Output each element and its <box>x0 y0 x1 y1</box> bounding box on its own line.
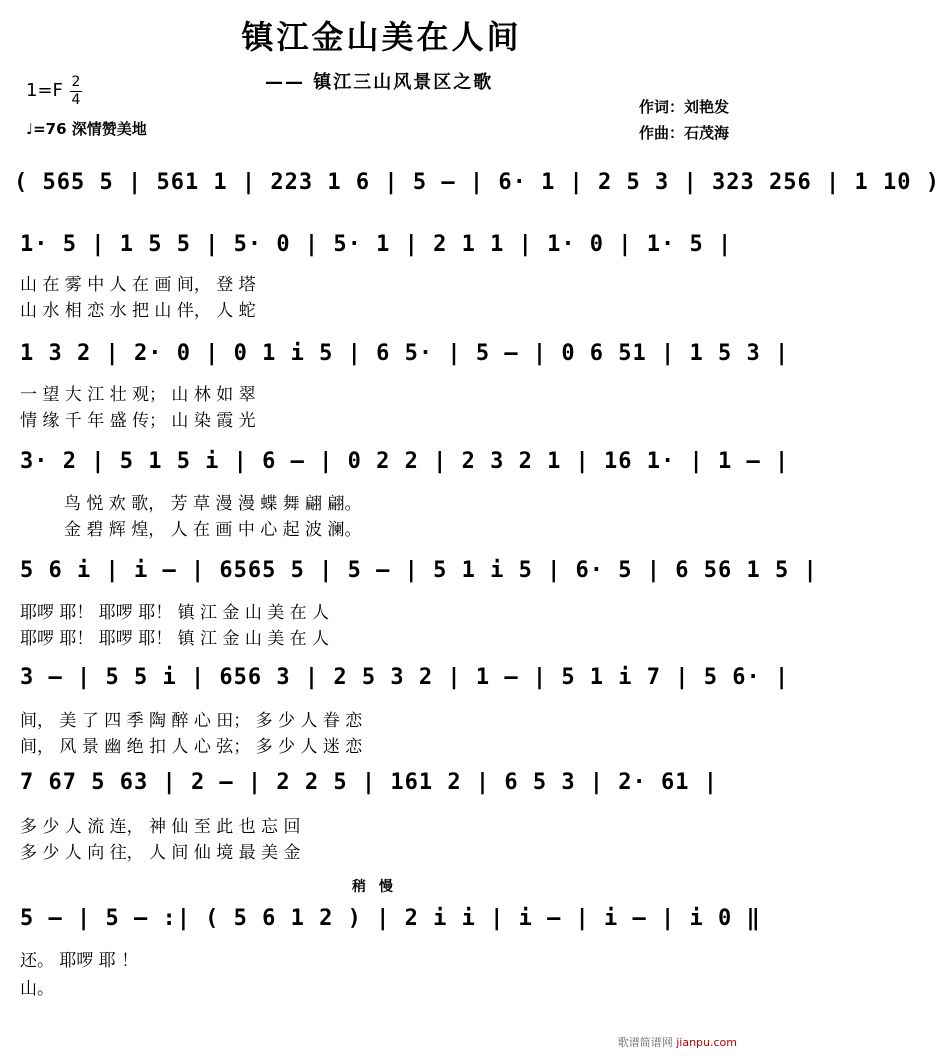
score-title: 镇江金山美在人间 <box>241 18 522 56</box>
watermark <box>618 1034 737 1050</box>
system-8-lyric-1: 还。 耶啰 耶 ！ <box>20 951 139 971</box>
system-7-notes: 7 67 5 63 | 2 – | 2 2 5 | 161 2 | 6 5 3 | 2· 61 | <box>20 770 719 795</box>
time-bottom: 4 <box>71 92 81 108</box>
tempo-hint: 稍 慢 <box>352 879 397 895</box>
system-5-lyric-2: 耶啰 耶！ 耶啰 耶！ 镇 江 金 山 美 在 人 <box>20 629 330 649</box>
system-6-lyric-2: 间， 风 景 幽 绝 扣 人 心 弦； 多 少 人 迷 恋 <box>20 737 363 757</box>
system-3-lyric-1: 一 望 大 江 壮 观； 山 林 如 翠 <box>20 385 256 405</box>
system-5-notes: 5 6 i | i – | 6565 5 | 5 – | 5 1 i 5 | 6· 5 | 6 56 1 5 | <box>20 558 818 583</box>
system-3-notes: 1 3 2 | 2· 0 | 0 1 i 5 | 6 5· | 5 – | 0 6 51 | 1 5 3 | <box>20 341 790 366</box>
system-2-notes: 1· 5 | 1 5 5 | 5· 0 | 5· 1 | 2 1 1 | 1· 0 | 1· 5 | <box>20 232 733 257</box>
system-1-notes: ( 565 5 | 561 1 | 223 1 6 | 5 – | 6· 1 | 2 5 3 | 323 256 | 1 10 ) <box>14 170 940 195</box>
tempo-marking <box>26 118 147 139</box>
time-signature <box>70 74 82 109</box>
system-2-lyric-1: 山 在 雾 中 人 在 画 间， 登 塔 <box>20 275 256 295</box>
system-7-lyric-2: 多 少 人 向 往， 人 间 仙 境 最 美 金 <box>20 843 301 863</box>
watermark-site: 歌谱简谱网 <box>617 1036 673 1049</box>
system-8-lyric-2: 山。 <box>20 979 54 999</box>
tempo-text: =76 深情赞美地 <box>33 120 147 138</box>
time-top: 2 <box>71 74 81 90</box>
system-4-lyric-2: 金 碧 辉 煌， 人 在 画 中 心 起 波 澜。 <box>64 520 362 540</box>
system-8-notes: 5 – | 5 – :| ( 5 6 1 2 ) | 2 i i | i – | i – | i 0 ‖ <box>20 906 761 931</box>
score-subtitle: —— 镇江三山风景区之歌 <box>265 72 494 93</box>
quarter-note-icon: ♩ <box>26 120 34 138</box>
system-4-notes: 3· 2 | 5 1 5 i | 6 – | 0 2 2 | 2 3 2 1 | 16 1· | 1 – | <box>20 449 790 474</box>
lyricist: 作词：刘艳发 <box>638 98 729 116</box>
system-7-lyric-1: 多 少 人 流 连， 神 仙 至 此 也 忘 回 <box>20 817 301 837</box>
system-6-lyric-1: 间， 美 了 四 季 陶 醉 心 田； 多 少 人 眷 恋 <box>20 711 363 731</box>
system-3-lyric-2: 情 缘 千 年 盛 传； 山 染 霞 光 <box>20 411 256 431</box>
key-signature: 1=F <box>26 80 63 101</box>
composer: 作曲：石茂海 <box>638 124 729 142</box>
system-4-lyric-1: 鸟 悦 欢 歌， 芳 草 漫 漫 蝶 舞 翩 翩。 <box>64 494 362 514</box>
system-6-notes: 3 – | 5 5 i | 656 3 | 2 5 3 2 | 1 – | 5 1 i 7 | 5 6· | <box>20 665 790 690</box>
system-5-lyric-1: 耶啰 耶！ 耶啰 耶！ 镇 江 金 山 美 在 人 <box>20 603 330 623</box>
system-2-lyric-2: 山 水 相 恋 水 把 山 伴， 人 蛇 <box>20 301 256 321</box>
watermark-domain: jianpu.com <box>676 1036 737 1049</box>
